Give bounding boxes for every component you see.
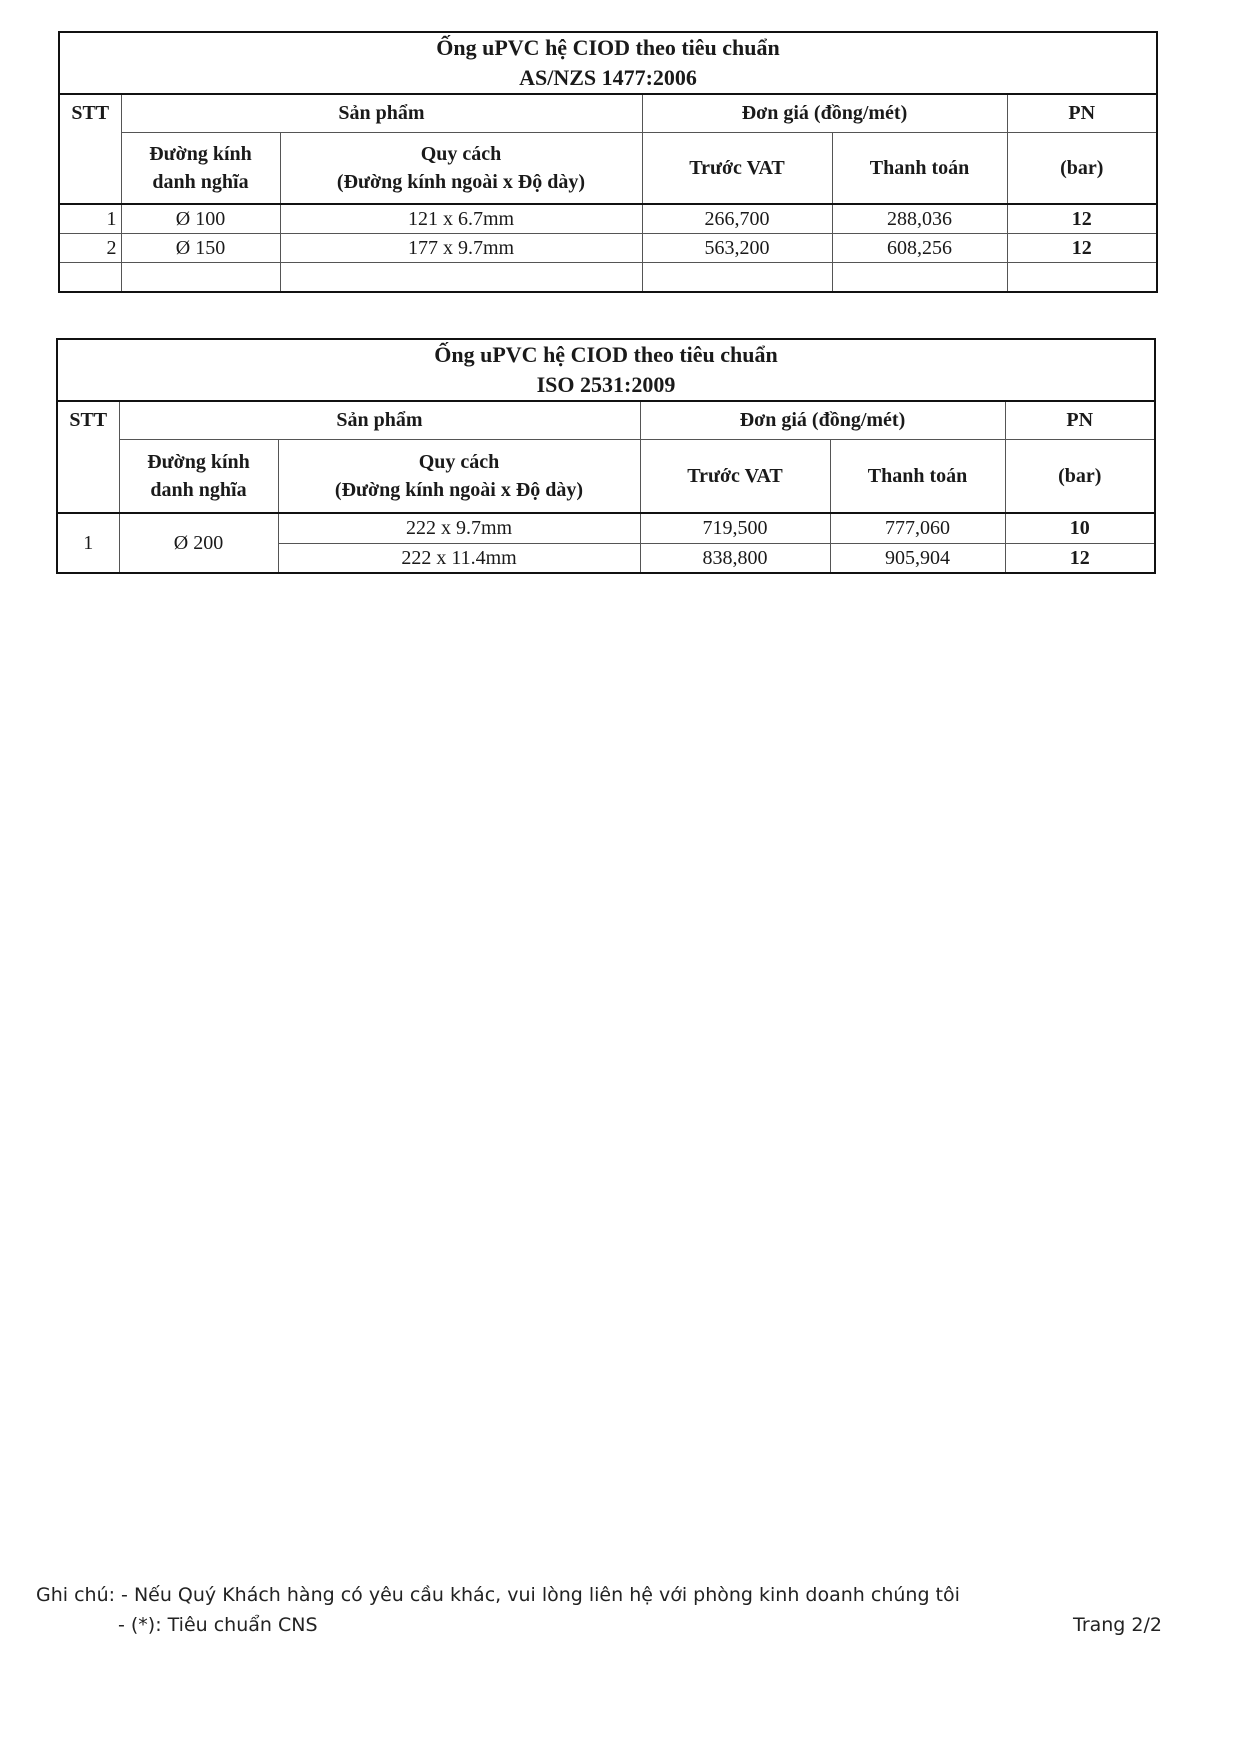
table-title-line2: ISO 2531:2009 [536, 372, 676, 397]
table-title-line1: Ống uPVC hệ CIOD theo tiêu chuẩn [434, 342, 778, 367]
payment-cell: 288,036 [832, 204, 1007, 234]
pn-cell: 12 [1007, 204, 1157, 234]
payment-cell: 777,060 [830, 513, 1005, 543]
price-header: Đơn giá (đồng/mét) [640, 401, 1005, 439]
nominal-diameter-header-line2: danh nghĩa [152, 170, 249, 193]
spec-header-line2: (Đường kính ngoài x Độ dày) [336, 170, 586, 193]
spec-cell: 177 x 9.7mm [280, 234, 642, 263]
nominal-diameter-header-line1: Đường kính [147, 450, 250, 473]
before-vat-cell: 563,200 [642, 234, 832, 263]
nominal-diameter-header-line1: Đường kính [149, 142, 252, 165]
product-header: Sản phẩm [119, 401, 640, 439]
spec-header [278, 439, 640, 513]
product-header: Sản phẩm [121, 94, 642, 132]
table-title [57, 339, 1155, 401]
payment-header: Thanh toán [830, 439, 1005, 513]
nominal-diameter-header [119, 439, 278, 513]
empty-row [59, 263, 1157, 292]
pn-cell: 10 [1005, 513, 1155, 543]
spec-header-line1: Quy cách [418, 450, 500, 473]
stt-header: STT [57, 401, 119, 513]
notes [36, 1580, 1176, 1640]
price-header: Đơn giá (đồng/mét) [642, 94, 1007, 132]
pn-unit-header: (bar) [1005, 439, 1155, 513]
table-row [59, 234, 1157, 263]
stt-cell: 2 [59, 234, 121, 263]
pn-cell: 12 [1007, 234, 1157, 263]
nominal-diameter-header-line2: danh nghĩa [150, 478, 247, 501]
before-vat-header: Trước VAT [642, 132, 832, 204]
pn-unit-header: (bar) [1007, 132, 1157, 204]
spec-header-line2: (Đường kính ngoài x Độ dày) [334, 478, 584, 501]
table-title-line1: Ống uPVC hệ CIOD theo tiêu chuẩn [436, 35, 780, 60]
price-table-iso [56, 338, 1156, 574]
nominal-diameter-header [121, 132, 280, 204]
table-row [59, 204, 1157, 234]
pn-cell: 12 [1005, 543, 1155, 573]
note-line-2: - (*): Tiêu chuẩn CNS [118, 1614, 318, 1636]
payment-header: Thanh toán [832, 132, 1007, 204]
spec-header [280, 132, 642, 204]
table-title-line2: AS/NZS 1477:2006 [519, 65, 697, 90]
table-title [59, 32, 1157, 94]
before-vat-cell: 266,700 [642, 204, 832, 234]
stt-header: STT [59, 94, 121, 204]
stt-cell: 1 [59, 204, 121, 234]
nominal-cell: Ø 200 [119, 513, 278, 573]
note-line-1: Ghi chú: - Nếu Quý Khách hàng có yêu cầu khác, vui lòng liên hệ với phòng kinh doanh chúng tôi [36, 1584, 960, 1606]
before-vat-cell: 719,500 [640, 513, 830, 543]
spec-cell: 121 x 6.7mm [280, 204, 642, 234]
spec-cell: 222 x 9.7mm [278, 513, 640, 543]
payment-cell: 905,904 [830, 543, 1005, 573]
table-row [57, 513, 1155, 543]
payment-cell: 608,256 [832, 234, 1007, 263]
stt-cell: 1 [57, 513, 119, 573]
spec-cell: 222 x 11.4mm [278, 543, 640, 573]
page-number: Trang 2/2 [1073, 1614, 1162, 1636]
before-vat-header: Trước VAT [640, 439, 830, 513]
price-table-as-nzs [58, 31, 1158, 293]
nominal-cell: Ø 100 [121, 204, 280, 234]
pn-header: PN [1007, 94, 1157, 132]
spec-header-line1: Quy cách [420, 142, 502, 165]
pn-header: PN [1005, 401, 1155, 439]
before-vat-cell: 838,800 [640, 543, 830, 573]
nominal-cell: Ø 150 [121, 234, 280, 263]
